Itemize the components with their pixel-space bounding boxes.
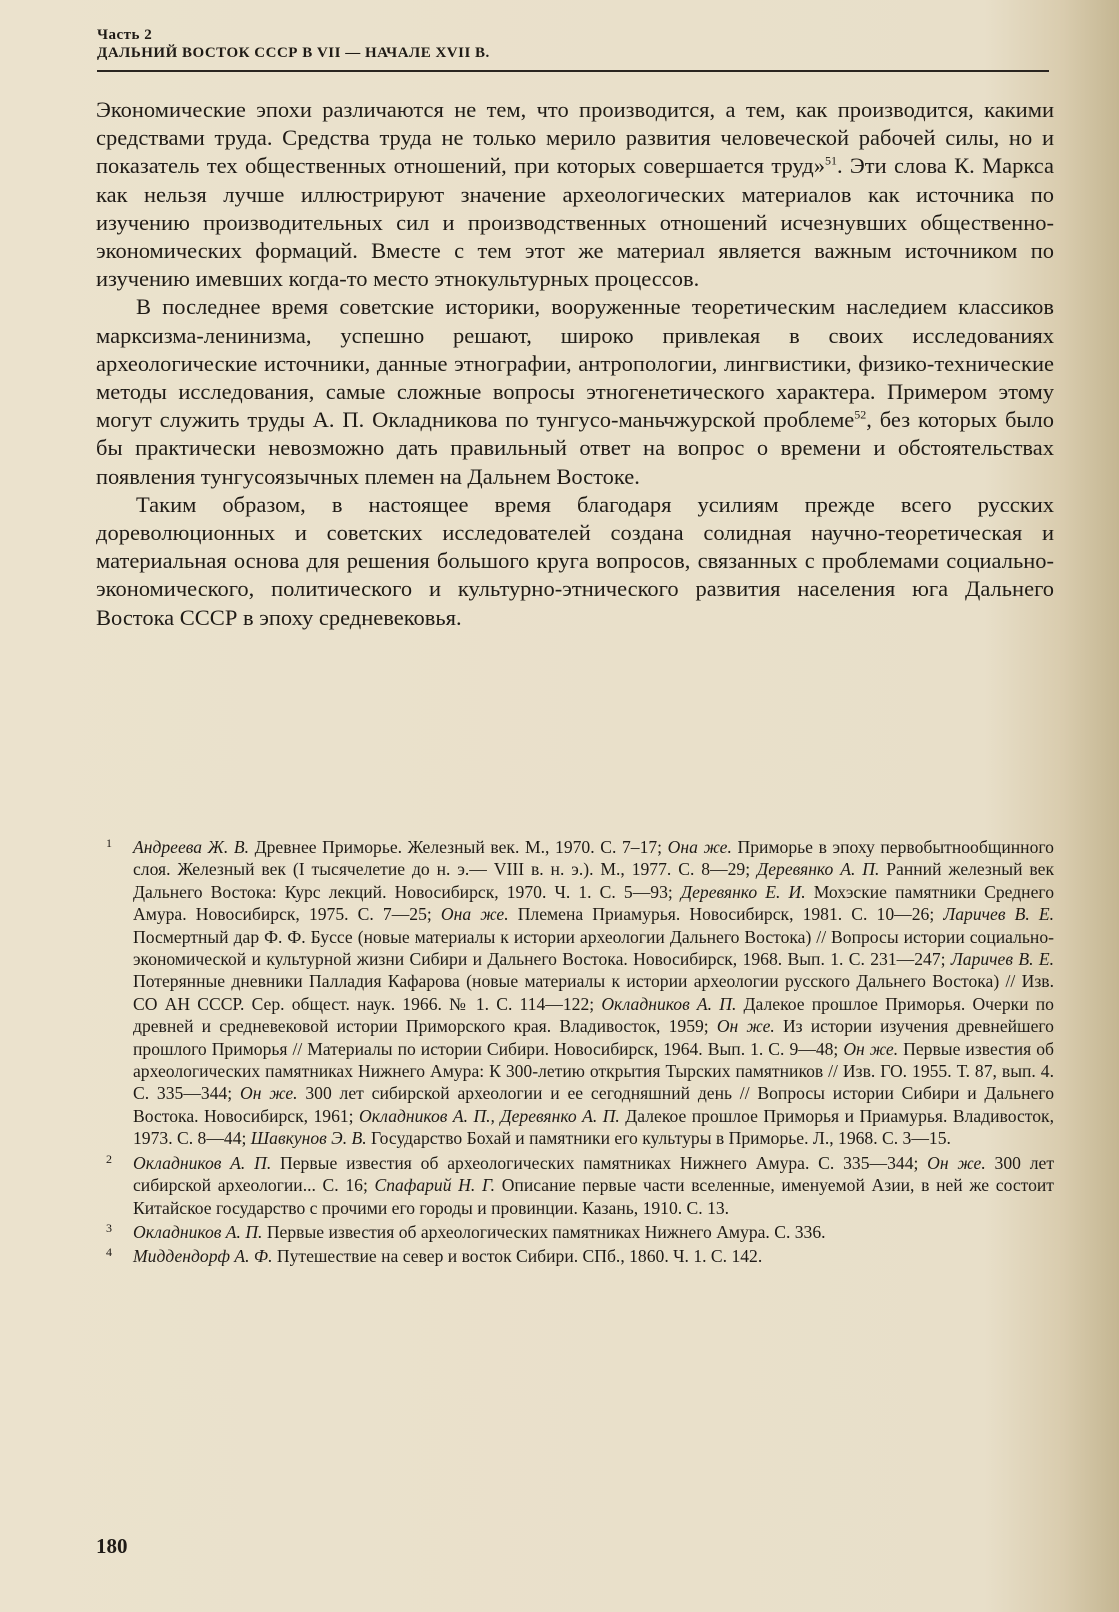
footnote-text: Первые известия об археологических памятниках Нижнего Амура. С. 336. <box>262 1221 826 1242</box>
footnote-text: Далекое прошлое Приморья и Приамурья. Владивосток, 1973. С. 8—44; <box>133 1105 1054 1149</box>
footnote-ref-51: 51 <box>824 153 837 168</box>
footnote-author: Ларичев В. Е. <box>943 904 1055 925</box>
footnote-text: Древнее Приморье. Железный век. М., 1970. С. 7–17; <box>249 837 668 857</box>
footnote-text: 300 лет сибирской археологии и ее сегодняшний день // Вопросы истории Сибири и Дальнего Востока. Новосибирск, 1961; <box>133 1083 1054 1126</box>
paragraph-1-text-b: . Эти слова К. Маркса как нельзя лучше иллюстрируют значение археологических материалов как источника по изучению производительных сил и производственных отношений исчезнувших общественно-экономических формаций. Вместе с тем этот же материал является важным источником по изучению имевших когда-то место этнокультурных процессов. <box>96 153 1054 292</box>
footnote-author: Она же. <box>667 837 732 857</box>
footnote-4 <box>106 1245 1054 1267</box>
footnote-author: Он же. <box>927 1152 986 1173</box>
footnote-author: Окладников А. П. <box>133 1221 263 1242</box>
footnote-author: Спафарий Н. Г. <box>374 1175 496 1196</box>
footnote-text: Далекое прошлое Приморья. Очерки по древней и средневековой истории Приморского края. Владивосток, 1959; <box>133 993 1054 1037</box>
footnote-number: 2 <box>106 1151 112 1166</box>
header-rule <box>97 70 1049 72</box>
footnote-ref-52: 52 <box>854 407 867 422</box>
footnote-text: Ранний железный век Дальнего Востока: Курс лекций. Новосибирск, 1970. Ч. 1. С. 5—93; <box>133 859 1054 902</box>
footnote-author: Окладников А. П., Деревянко А. П. <box>359 1105 620 1126</box>
footnote-author: Он же. <box>716 1016 775 1037</box>
footnote-author: Окладников А. П. <box>133 1152 272 1173</box>
footnote-text: Племена Приамурья. Новосибирск, 1981. С. 10—26; <box>508 904 944 925</box>
footnote-author: Он же. <box>843 1038 899 1059</box>
header-part: Часть 2 <box>97 27 153 43</box>
paragraph-1-text-a: Экономические эпохи различаются не тем, что производится, а тем, как производится, какими средствами труда. Средства труда не только мерило развития человеческой рабочей силы, но и показатель тех общественных отношений, при которых совершается труд» <box>96 97 1054 179</box>
footnote-author: Он же. <box>240 1083 298 1104</box>
paragraph-2-text-b: , без которых было бы практически невозможно дать правильный ответ на вопрос о времени и обстоятельствах появления тунгусоязычных племен на Дальнем Востоке. <box>96 407 1054 489</box>
footnote-author: Деревянко А. П. <box>757 859 880 880</box>
footnote-author: Она же. <box>440 904 509 925</box>
paragraph-1 <box>96 96 1054 293</box>
footnote-author: Миддендорф А. Ф. <box>133 1246 273 1267</box>
footnote-text: Посмертный дар Ф. Ф. Буссе (новые материалы к истории археологии Дальнего Востока) // Вопросы истории социально-экономической и культурной жизни Сибири и Дальнего Востока. Новосибирск, 1968. Вып. 1. С. 231—247; <box>133 926 1054 970</box>
paragraph-3: Таким образом, в настоящее время благодаря усилиям прежде всего русских дореволюционных и советских исследователей создана солидная научно-теоретическая и материальная основа для решения большого круга вопросов, связанных с проблемами социально-экономического, политического и культурно-этнического развития населения юга Дальнего Востока СССР в эпоху средневековья. <box>96 491 1054 630</box>
footnote-author: Окладников А. П. <box>601 993 737 1014</box>
footnote-1 <box>106 836 1054 1150</box>
footnote-author: Ларичев В. Е. <box>950 949 1054 970</box>
footnote-text: Первые известия об археологических памятниках Нижнего Амура. С. 335—344; <box>271 1152 928 1173</box>
footnote-text: Мохэские памятники Среднего Амура. Новосибирск, 1975. С. 7—25; <box>133 881 1054 925</box>
page-number: 180 <box>96 1534 128 1558</box>
footnote-text: Государство Бохай и памятники его культуры в Приморье. Л., 1968. С. 3—15. <box>366 1128 951 1149</box>
footnote-text: Путешествие на север и восток Сибири. СПб., 1860. Ч. 1. С. 142. <box>272 1246 763 1267</box>
footnote-3 <box>106 1221 1054 1243</box>
main-text <box>96 96 1054 632</box>
footnote-author: Деревянко Е. И. <box>680 881 806 902</box>
running-header <box>97 26 1049 62</box>
footnote-author: Андреева Ж. В. <box>133 837 249 857</box>
footnote-number: 4 <box>106 1245 112 1260</box>
footnote-text: Потерянные дневники Палладия Кафарова (новые материалы к истории археологии русского Дальнего Востока) // Изв. СО АН СССР. Сер. общест. наук. 1966. № 1. С. 114—122; <box>133 971 1054 1014</box>
footnote-number: 1 <box>106 836 112 850</box>
footnote-text: Из истории изучения древнейшего прошлого Приморья // Материалы по истории Сибири. Новосибирск, 1964. Вып. 1. С. 9—48; <box>133 1016 1054 1059</box>
footnote-author: Шавкунов Э. В. <box>250 1128 367 1149</box>
paragraph-2 <box>96 293 1054 490</box>
footnote-text: Приморье в эпоху первобытнообщинного слоя. Железный век (I тысячелетие до н. э.— VIII в. н. э.). М., 1977. С. 8—29; <box>133 837 1054 880</box>
footnote-text: Первые известия об археологических памятниках Нижнего Амура: К 300-летию открытия Тырских памятников // Изв. ГО. 1955. Т. 87, вып. 4. С. 335—344; <box>133 1038 1054 1104</box>
header-title: ДАЛЬНИЙ ВОСТОК СССР В VII — НАЧАЛЕ XVII В. <box>97 45 490 61</box>
footnote-text: Описание первые части вселенные, именуемой Азии, в ней же состоит Китайское государство с прочими его городы и провинции. Казань, 1910. С. 13. <box>133 1175 1054 1218</box>
footnotes <box>106 836 1054 1270</box>
paragraph-2-text-a: В последнее время советские историки, вооруженные теоретическим наследием классиков марксизма-ленинизма, успешно решают, широко привлекая в своих исследованиях археологические источники, данные этнографии, антропологии, лингвистики, физико-технические методы исследования, самые сложные вопросы этногенетического характера. Примером этому могут служить труды А. П. Окладникова по тунгусо-маньчжурской проблеме <box>96 294 1054 433</box>
footnote-text: 300 лет сибирской археологии... С. 16; <box>133 1152 1055 1196</box>
footnote-2 <box>106 1152 1054 1219</box>
footnote-number: 3 <box>106 1220 112 1235</box>
